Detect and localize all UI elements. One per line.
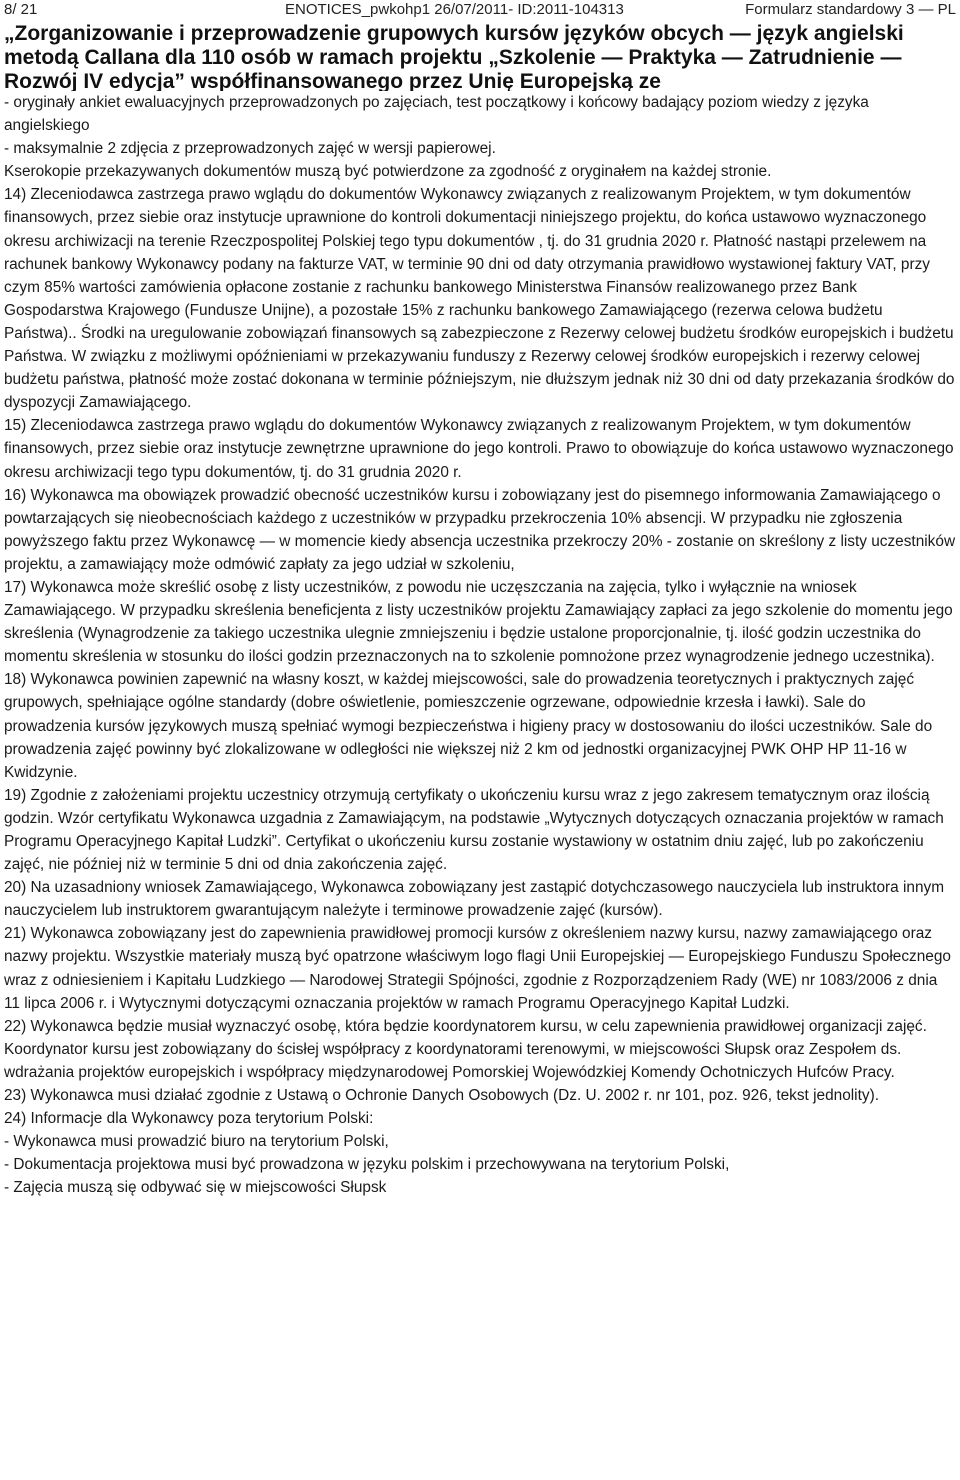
title-block [0,22,960,91]
paragraph: 16) Wykonawca ma obowiązek prowadzić obecność uczestników kursu i zobowiązany jest do pisemnego informowania Zamawiającego o powtarzających się nieobecnościach każdego z uczestników w przypadku przekroczenia 10% absencji. W przypadku nie zgłoszenia powyższego faktu przez Wykonawcę — w momencie kiedy absencja uczestnika przekroczy 20% - zostanie on skreślony z listy uczestników projektu, a zamawiający może odmówić zapłaty za jego udział w szkoleniu, [4,486,956,573]
paragraph: 23) Wykonawca musi działać zgodnie z Ustawą o Ochronie Danych Osobowych (Dz. U. 2002 r. nr 101, poz. 926, tekst jednolity). [4,1087,879,1105]
paragraph: 20) Na uzasadniony wniosek Zamawiającego, Wykonawca zobowiązany jest zastąpić dotychczasowego nauczyciela lub instruktora innym nauczycielem lub instruktorem gwarantującym należyte i terminowe prowadzenie zajęć (kursów). [4,879,945,920]
document-title: „Zorganizowanie i przeprowadzenie grupowych kursów języków obcych — język angielski metodą Callana dla 110 osób w ramach projektu „Szkolenie — Praktyka — Zatrudnienie — Rozwój IV edycja” współfinansowanego przez Unię Europejską ze [4,22,904,91]
paragraph: 21) Wykonawca zobowiązany jest do zapewnienia prawidłowej promocji kursów z określeniem nazwy kursu, nazwy zamawiającego oraz nazwy projektu. Wszystkie materiały muszą być opatrzone właściwym logo flagi Unii Europejskiej — Europejskiego Funduszu Społecznego wraz z odniesieniem i Kapitału Ludzkiego — Narodowej Strategii Spójności, zgodnie z Rozporządzeniem Rady (WE) nr 1083/2006 z dnia 11 lipca 2006 r. i Wytycznymi dotyczącymi oznaczania projektów w ramach Programu Operacyjnego Kapitał Ludzki. [4,925,951,1012]
paragraph: 18) Wykonawca powinien zapewnić na własny koszt, w każdej miejscowości, sale do prowadzenia teoretycznych i praktycznych zajęć grupowych, spełniające ogólne standardy (dobre oświetlenie, pomieszczenie ogrzewane, odpowiednie krzesła i ławki). Sale do prowadzenia kursów językowych muszą spełniać wymogi bezpieczeństwa i higieny pracy w dostosowaniu do ilości uczestników. Sale do prowadzenia zajęć powinny być zlokalizowane w odległości nie większej niż 2 km od jednostki organizacyjnej PWK OHP HP 11-16 w Kwidzynie. [4,671,933,781]
paragraph: 22) Wykonawca będzie musiał wyznaczyć osobę, która będzie koordynatorem kursu, w celu zapewnienia prawidłowej organizacji zajęć. Koordynator kursu jest zobowiązany do ścisłej współpracy z koordynatorami terenowymi, w miejscowości Słupsk oraz Zespołem ds. wdrażania projektów europejskich i współpracy międzynarodowej Pomorskiej Wojewódzkiej Komendy Ochotniczych Hufców Pracy. [4,1017,927,1081]
paragraph: - oryginały ankiet ewaluacyjnych przeprowadzonych po zajęciach, test początkowy i końcowy badający poziom wiedzy z języka angielskiego [4,94,869,135]
page-number: 8/ 21 [4,1,38,18]
page-header [0,0,960,22]
paragraph: 15) Zleceniodawca zastrzega prawo wglądu do dokumentów Wykonawcy związanych z realizowanym Projektem, w tym dokumentów finansowych, przez siebie oraz instytucje zewnętrzne uprawnione do jego kontroli. Prawo to obowiązuje do końca ustawowo wyznaczonego okresu archiwizacji tego typu dokumentów, tj. do 31 grudnia 2020 r. [4,417,954,481]
paragraph: - Wykonawca musi prowadzić biuro na terytorium Polski, [4,1133,389,1151]
paragraph: 14) Zleceniodawca zastrzega prawo wglądu do dokumentów Wykonawcy związanych z realizowanym Projektem, w tym dokumentów finansowych, przez siebie oraz instytucje uprawnione do kontroli dokumentacji niniejszego projektu, do końca ustawowo wyznaczonego okresu archiwizacji na terenie Rzeczpospolitej Polskiej tego typu dokumentów , tj. do 31 grudnia 2020 r. Płatność nastąpi przelewem na rachunek bankowy Wykonawcy podany na fakturze VAT, w terminie 90 dni od daty otrzymania prawidłowo wystawionej faktury VAT, przy czym 85% wartości zamówienia opłacone zostanie z rachunku bankowego Ministerstwa Finansów realizowanego przez Bank Gospodarstwa Krajowego (Fundusze Unijne), a pozostałe 15% z rachunku bankowego Zamawiającego (rezerwa celowa budżetu Państwa).. Środki na uregulowanie zobowiązań finansowych są zabezpieczone z Rezerwy celowej budżetu środków europejskich i budżetu Państwa. W związku z możliwymi opóźnieniami w przekazywaniu funduszy z Rezerwy celowej środków europejskich i rezerwy celowej budżetu państwa, płatność może zostać dokonana w terminie późniejszym, nie dłuższym jednak niż 30 dni od daty przekazania środków do dyspozycji Zamawiającego. [4,186,955,412]
form-name: Formularz standardowy 3 — PL [745,1,956,18]
document-id: ENOTICES_pwkohp1 26/07/2011- ID:2011-104313 [285,1,624,18]
paragraph: 24) Informacje dla Wykonawcy poza terytorium Polski: [4,1110,374,1128]
paragraph: Kserokopie przekazywanych dokumentów muszą być potwierdzone za zgodność z oryginałem na każdej stronie. [4,163,772,181]
document-body [4,91,956,1200]
paragraph: 17) Wykonawca może skreślić osobę z listy uczestników, z powodu nie uczęszczania na zajęcia, tylko i wyłącznie na wniosek Zamawiającego. W przypadku skreślenia beneficjenta z listy uczestników projektu Zamawiający zapłaci za jego szkolenie do momentu jego skreślenia (Wynagrodzenie za takiego uczestnika ulegnie zmniejszeniu i będzie ustalone proporcjonalnie, tj. ilość godzin uczestnika do momentu skreślenia w stosunku do ilości godzin przeznaczonych na to szkolenie pomnożone przez wynagrodzenie jednego uczestnika). [4,578,953,666]
paragraph: - Dokumentacja projektowa musi być prowadzona w języku polskim i przechowywana na terytorium Polski, [4,1156,730,1174]
paragraph: - maksymalnie 2 zdjęcia z przeprowadzonych zajęć w wersji papierowej. [4,140,496,158]
paragraph: - Zajęcia muszą się odbywać się w miejscowości Słupsk [4,1179,387,1197]
paragraph: 19) Zgodnie z założeniami projektu uczestnicy otrzymują certyfikaty o ukończeniu kursu wraz z jego zakresem tematycznym oraz ilością godzin. Wzór certyfikatu Wykonawca uzgadnia z Zamawiającym, na podstawie „Wytycznych dotyczących oznaczania projektów w ramach Programu Operacyjnego Kapitał Ludzki”. Certyfikat o ukończeniu kursu zostanie wystawiony w ostatnim dniu zajęć, lub po zakończeniu zajęć, nie później niż w terminie 5 dni od dnia zakończenia zajęć. [4,786,944,874]
